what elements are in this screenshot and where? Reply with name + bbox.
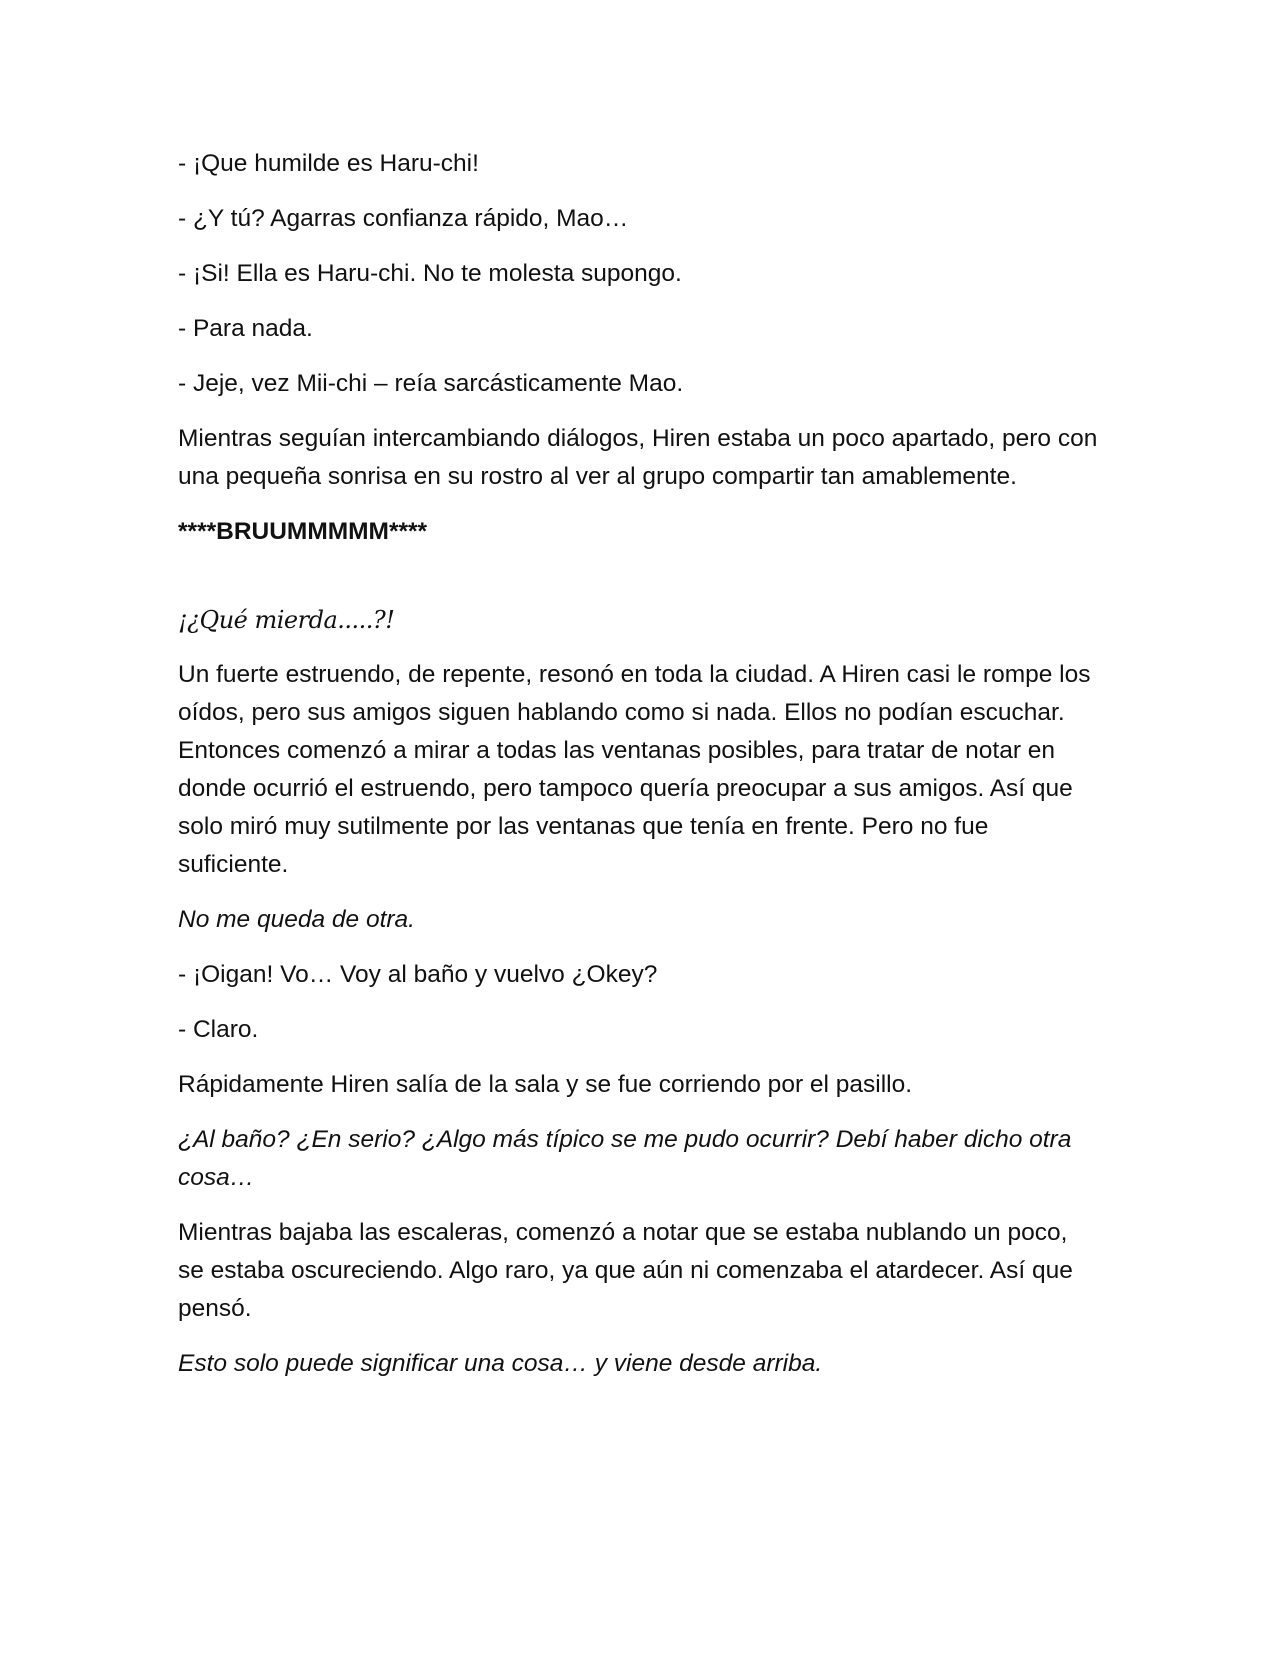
dialogue-line: - Para nada.: [178, 315, 313, 342]
inner-thought: ¡¿Qué mierda.....?!: [178, 606, 395, 634]
dialogue-line: - ¿Y tú? Agarras confianza rápido, Mao…: [178, 205, 629, 232]
narration-paragraph: Un fuerte estruendo, de repente, resonó en toda la ciudad. A Hiren casi le rompe los oídos, pero sus amigos siguen hablando como si nada. Ellos no podían escuchar. Entonces comenzó a mirar a todas las ventanas posibles, para tratar de notar en donde ocurrió el estruendo, pero tampoco quería preocupar a sus amigos. Así que solo miró muy sutilmente por las ventanas que tenía en frente. Pero no fue suficiente.: [178, 661, 1091, 878]
inner-thought: No me queda de otra.: [178, 906, 415, 933]
narration-paragraph: Mientras bajaba las escaleras, comenzó a notar que se estaba nublando un poco, se estaba oscureciendo. Algo raro, ya que aún ni comenzaba el atardecer. Así que pensó.: [178, 1219, 1073, 1322]
sound-effect: ****BRUUMMMMM****: [178, 518, 428, 545]
document-page: [178, 145, 1098, 1400]
inner-thought: ¿Al baño? ¿En serio? ¿Algo más típico se me pudo ocurrir? Debí haber dicho otra cosa…: [178, 1126, 1072, 1191]
dialogue-line: - Claro.: [178, 1016, 259, 1043]
narration-paragraph: Rápidamente Hiren salía de la sala y se fue corriendo por el pasillo.: [178, 1071, 913, 1098]
dialogue-line: - ¡Si! Ella es Haru-chi. No te molesta supongo.: [178, 260, 682, 287]
dialogue-line: - Jeje, vez Mii-chi – reía sarcásticamente Mao.: [178, 370, 684, 397]
dialogue-line: - ¡Oigan! Vo… Voy al baño y vuelvo ¿Okey?: [178, 961, 658, 988]
dialogue-line: - ¡Que humilde es Haru-chi!: [178, 150, 479, 177]
narration-paragraph: Mientras seguían intercambiando diálogos, Hiren estaba un poco apartado, pero con una pequeña sonrisa en su rostro al ver al grupo compartir tan amablemente.: [178, 425, 1098, 490]
inner-thought: Esto solo puede significar una cosa… y viene desde arriba.: [178, 1350, 823, 1377]
